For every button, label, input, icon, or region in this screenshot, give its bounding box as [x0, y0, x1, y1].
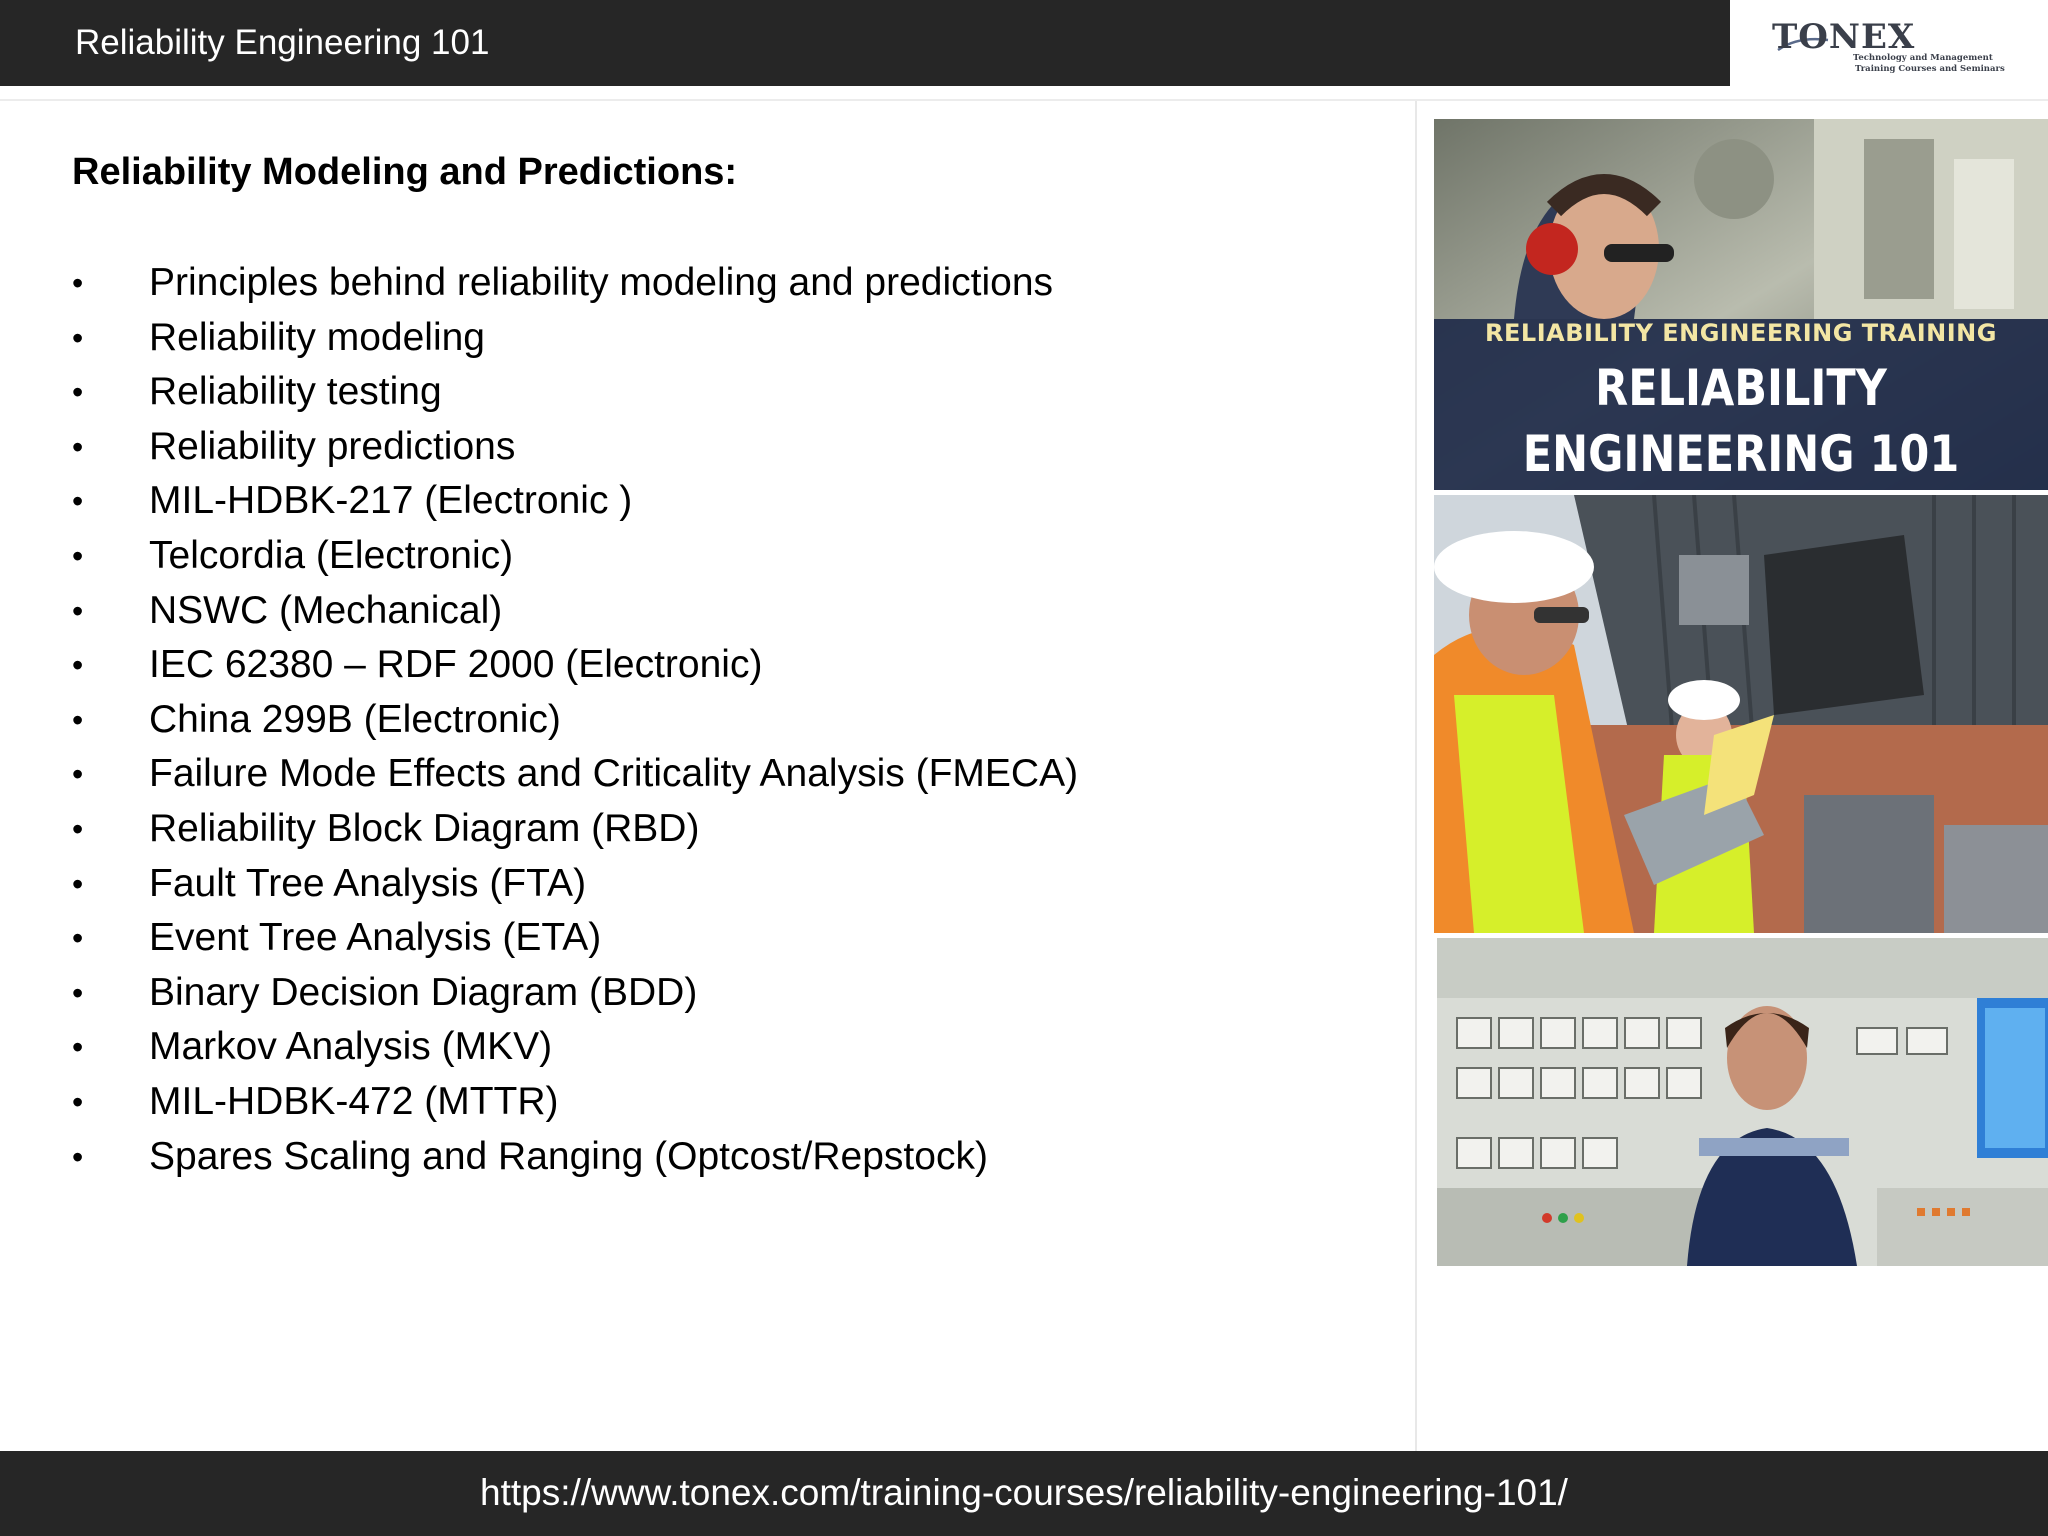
bullet-icon: • [72, 756, 84, 793]
slide-title: Reliability Engineering 101 [75, 23, 490, 62]
list-item-text: NSWC (Mechanical) [149, 588, 503, 632]
header-bar [0, 0, 1730, 86]
bullet-icon: • [72, 1083, 84, 1120]
list-item-text: MIL-HDBK-472 (MTTR) [149, 1079, 559, 1123]
list-item-text: Spares Scaling and Ranging (Optcost/Repstock) [149, 1134, 988, 1178]
bullet-icon: • [72, 701, 84, 738]
list-item-text: Reliability Block Diagram (RBD) [149, 806, 700, 850]
bullet-icon: • [72, 428, 84, 465]
vertical-divider [1415, 101, 1417, 1451]
bullet-icon: • [72, 1138, 84, 1175]
bullet-icon: • [72, 974, 84, 1011]
bullet-icon: • [72, 537, 84, 574]
list-item-text: Reliability modeling [149, 315, 485, 359]
banner-title-line-1: RELIABILITY [1595, 359, 1887, 417]
list-item-text: China 299B (Electronic) [149, 697, 561, 741]
section-heading: Reliability Modeling and Predictions: [72, 151, 738, 193]
banner-subtitle: RELIABILITY ENGINEERING TRAINING [1485, 319, 1997, 347]
bullet-icon: • [72, 374, 84, 411]
header-divider [0, 99, 2048, 101]
list-item-text: Principles behind reliability modeling and predictions [149, 261, 1054, 304]
bullet-icon: • [72, 265, 84, 301]
logo-wordmark: TONEX [1772, 17, 1916, 57]
photo-technician-banner [1434, 119, 2048, 490]
list-item-text: Reliability predictions [149, 424, 516, 468]
list-item-text: Telcordia (Electronic) [149, 533, 514, 577]
bullet-icon: • [72, 647, 84, 684]
photo-field-workers [1434, 495, 2048, 933]
list-item-text: Fault Tree Analysis (FTA) [149, 861, 587, 905]
logo-tagline-1: Technology and Management [1853, 53, 1993, 63]
list-item-text: Event Tree Analysis (ETA) [149, 916, 602, 960]
photo-control-room [1437, 938, 2048, 1266]
logo-tagline-2: Training Courses and Seminars [1855, 64, 2005, 74]
bullet-icon: • [72, 483, 84, 520]
bullet-icon: • [72, 865, 84, 902]
footer-bar [0, 1451, 2048, 1536]
banner-title-line-2: ENGINEERING 101 [1522, 425, 1960, 483]
bullet-icon: • [72, 920, 84, 957]
list-item-text: Markov Analysis (MKV) [149, 1025, 553, 1069]
tonex-logo [1738, 6, 2038, 82]
bullet-icon: • [72, 319, 84, 356]
footer-url-link[interactable]: https://www.tonex.com/training-courses/reliability-engineering-101/ [480, 1472, 1568, 1513]
list-item-text: Reliability testing [149, 370, 442, 414]
bullet-icon: • [72, 592, 84, 629]
list-item-text: MIL-HDBK-217 (Electronic ) [149, 479, 633, 523]
list-item-text: Failure Mode Effects and Criticality Analysis (FMECA) [149, 752, 1079, 796]
bullet-icon: • [72, 1029, 84, 1066]
list-item-text: Binary Decision Diagram (BDD) [149, 970, 698, 1014]
bullet-icon: • [72, 810, 84, 847]
list-item-text: IEC 62380 – RDF 2000 (Electronic) [149, 643, 763, 687]
